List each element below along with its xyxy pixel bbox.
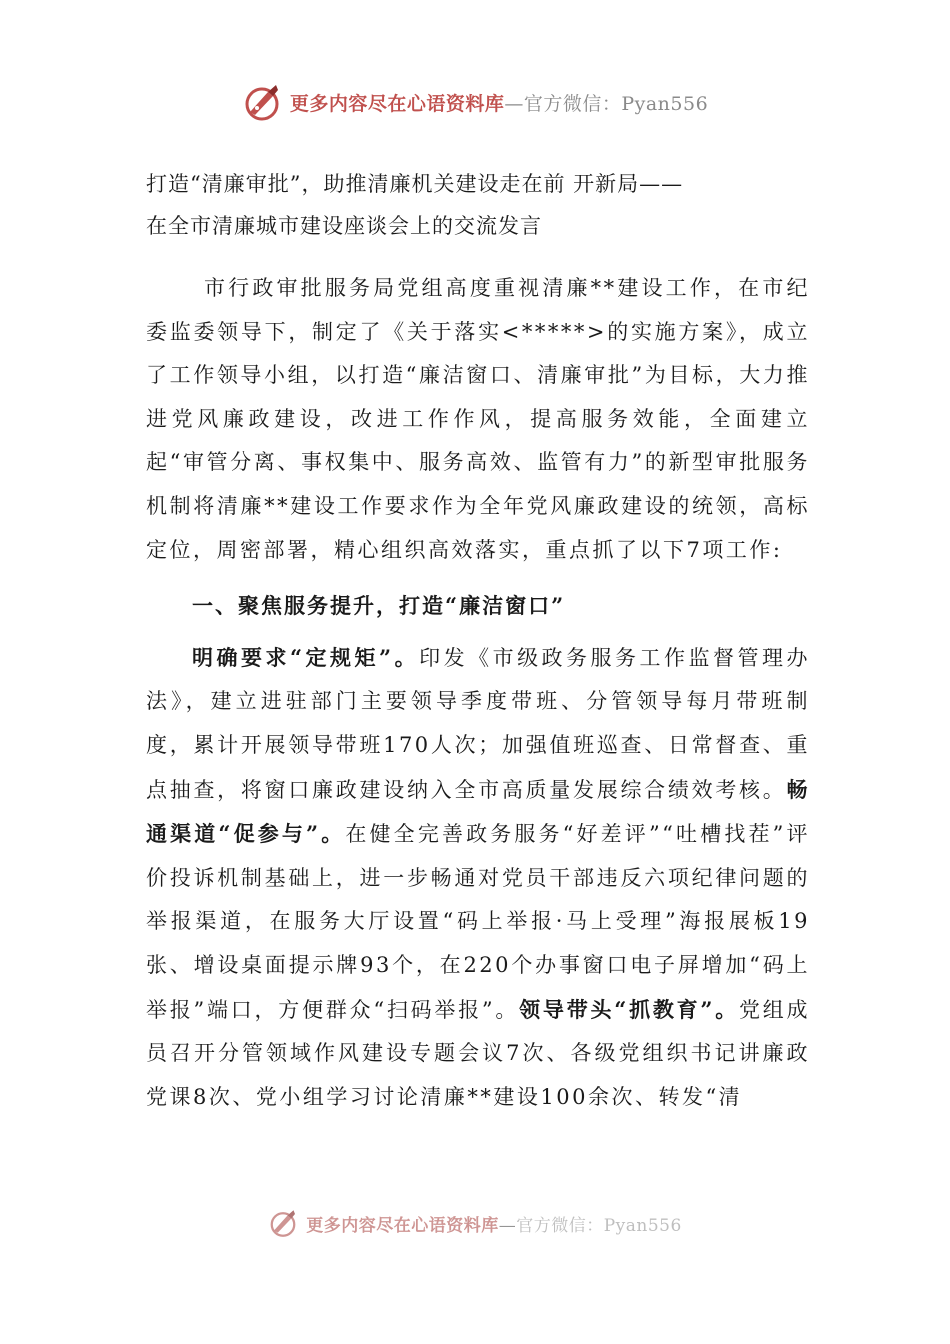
title-line-2: 在全市清廉城市建设座谈会上的交流发言 (146, 214, 542, 238)
watermark-brand: 更多内容尽在心语资料库 (289, 92, 505, 115)
pen-nib-logo-icon (242, 82, 282, 122)
paragraph-run: 印发《市级政务服务工作监督管理办法》，建立进驻部门主要领导季度带班、分管领导每月带班制度，累计开展领导带班170人次；加强值班巡查、日常督查、重点抽查，将窗口廉政建设纳入全市高质量发展综合绩效考核。 (146, 645, 810, 802)
paragraph-run: 领导带头“抓教育”。 (519, 996, 739, 1022)
intro-paragraph: 市行政审批服务局党组高度重视清廉**建设工作，在市纪委监委领导下，制定了《关于落实<*****>的实施方案》，成立了工作领导小组，以打造“廉洁窗口、清廉审批”为目标，大力推进党风廉政建设，改进工作作风，提高服务效能，全面建立起“审管分离、事权集中、服务高效、监管有力”的新型审批服务机制将清廉**建设工作要求作为全年党风廉政建设的统领，高标定位，周密部署，精心组织高效落实，重点抓了以下7项工作: (146, 276, 810, 562)
watermark-separator: — (498, 1215, 517, 1236)
watermark-text (306, 1211, 682, 1236)
watermark-footer (0, 1206, 950, 1240)
paragraph-run: 畅通渠道“促参与”。 (146, 776, 810, 847)
watermark-text (290, 89, 708, 116)
watermark-contact: 官方微信：Pyan556 (516, 1215, 682, 1236)
watermark-contact: 官方微信：Pyan556 (523, 92, 709, 115)
paragraph-run: 在健全完善政务服务“好差评”“吐槽找茬”评价投诉机制基础上，进一步畅通对党员干部违反六项纪律问题的举报渠道，在服务大厅设置“码上举报·马上受理”海报展板19张、增设桌面提示牌93个，在220个办事窗口电子屏增加“码上举报”端口，方便群众“扫码举报”。 (146, 822, 810, 1022)
title-line-1: 打造“清廉审批”，助推清廉机关建设走在前 开新局—— (146, 172, 684, 196)
watermark-separator: — (504, 92, 524, 115)
section-heading-1: 一、聚焦服务提升，打造“廉洁窗口” (192, 593, 566, 619)
document-title (146, 163, 810, 247)
document-body (146, 163, 810, 1119)
section-1-paragraph (146, 636, 810, 1120)
watermark-brand: 更多内容尽在心语资料库 (306, 1215, 499, 1236)
watermark-header (0, 80, 950, 124)
paragraph-run: 党组成员召开分管领域作风建设专题会议7次、各级党组织书记讲廉政党课8次、党小组学习讨论清廉**建设100余次、转发“清 (146, 997, 810, 1109)
paragraph-run: 明确要求“定规矩”。 (192, 644, 420, 670)
pen-nib-logo-icon (268, 1208, 298, 1238)
